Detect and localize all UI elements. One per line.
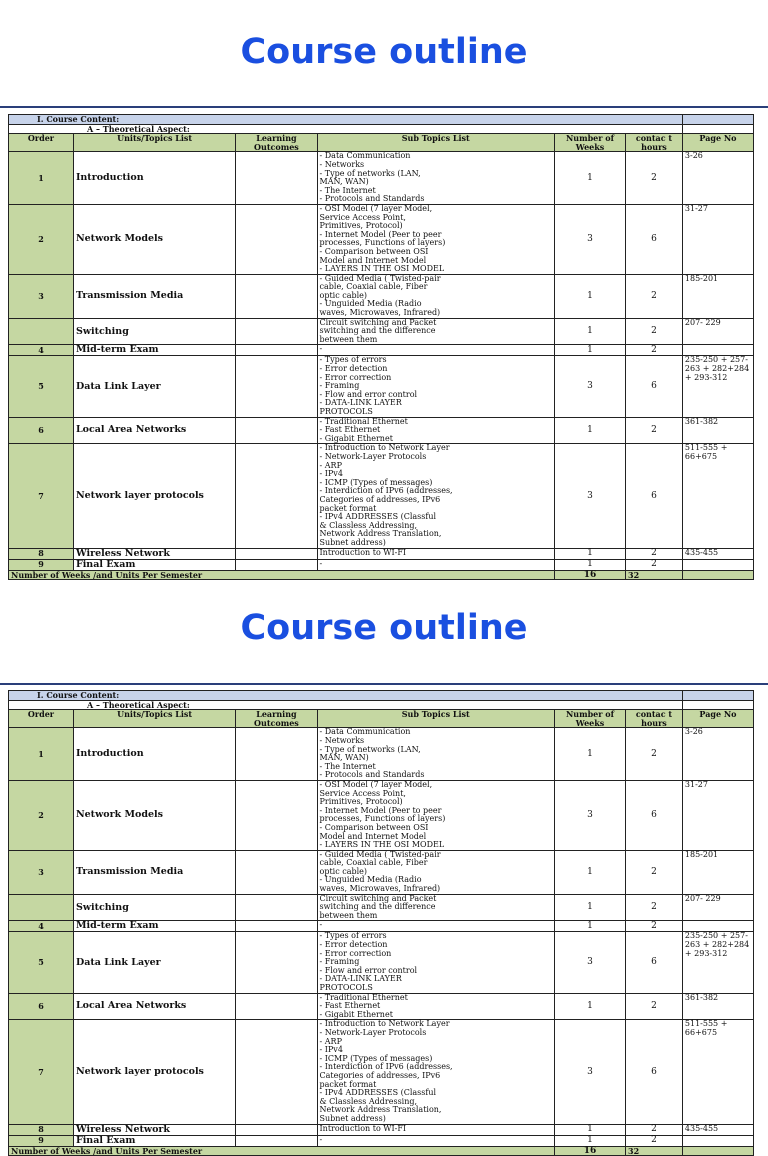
subtopic-line: Network Address Translation, <box>319 1105 442 1115</box>
row-weeks: 1 <box>555 894 626 921</box>
subtopic-line: - Interdiction of IPv6 (addresses, <box>319 1062 453 1072</box>
row-weeks: 1 <box>555 559 626 570</box>
subtopic-line: Model and Internet Model <box>319 831 427 841</box>
subtopic-line: - Guided Media ( Twisted-pair <box>319 273 441 283</box>
subtopic-line: - Error detection <box>319 940 388 950</box>
subtopic-line: - Introduction to Network Layer <box>319 443 450 453</box>
subtopic-line: Subnet address) <box>319 537 386 547</box>
subtopic-line: & Classless Addressing, <box>319 520 418 530</box>
row-learning-outcomes <box>236 1124 317 1135</box>
subtopic-line: Categories of addresses, IPv6 <box>319 494 441 504</box>
row-unit: Network Models <box>73 780 235 850</box>
row-weeks: 3 <box>555 356 626 417</box>
row-learning-outcomes <box>236 728 317 781</box>
row-order: 7 <box>9 1020 74 1124</box>
row-hours: 2 <box>626 894 683 921</box>
subtopic-line: processes, Functions of layers) <box>319 238 446 248</box>
subtopic-line: - ARP <box>319 1036 342 1046</box>
row-hours: 2 <box>626 559 683 570</box>
column-header-hours: contac t hours <box>626 710 683 728</box>
row-order: 5 <box>9 932 74 993</box>
subtopic-line: - Flow and error control <box>319 965 418 975</box>
table-row <box>9 356 754 417</box>
row-page: 185-201 <box>682 850 753 894</box>
row-page: 31-27 <box>682 780 753 850</box>
subtopic-line: - Gigabit Ethernet <box>319 1009 393 1019</box>
row-order: 3 <box>9 850 74 894</box>
table-row <box>9 559 754 570</box>
table-row <box>9 274 754 318</box>
row-subtopics <box>317 993 554 1020</box>
subtopic-line: Categories of addresses, IPv6 <box>319 1070 441 1080</box>
row-unit: Final Exam <box>73 1135 235 1146</box>
subtopic-line: - Interdiction of IPv6 (addresses, <box>319 486 453 496</box>
row-learning-outcomes <box>236 548 317 559</box>
subtopic-line: optic cable) <box>319 866 368 876</box>
row-unit: Introduction <box>73 728 235 781</box>
slide-title: Course outline <box>240 608 528 648</box>
slide-title: Course outline <box>240 32 528 72</box>
subtopic-line: - Gigabit Ethernet <box>319 433 393 443</box>
row-unit: Data Link Layer <box>73 932 235 993</box>
course-outline-table <box>8 690 754 1156</box>
row-unit: Mid-term Exam <box>73 345 235 356</box>
subtopic-line: - Error correction <box>319 948 392 958</box>
row-learning-outcomes <box>236 850 317 894</box>
subtopic-line: - Protocols and Standards <box>319 770 425 780</box>
subtopic-line: - LAYERS IN THE OSI MODEL <box>319 264 445 274</box>
row-page: 207- 229 <box>682 318 753 345</box>
subtopic-line: - Internet Model (Peer to peer <box>319 805 442 815</box>
column-header-hours: contac t hours <box>626 134 683 152</box>
row-unit: Switching <box>73 318 235 345</box>
subtopic-line: - Types of errors <box>319 355 387 365</box>
row-hours: 2 <box>626 850 683 894</box>
subtopic-line: - Fast Ethernet <box>319 425 381 435</box>
row-hours: 2 <box>626 1124 683 1135</box>
subtopic-line: - <box>319 920 323 930</box>
row-weeks: 3 <box>555 932 626 993</box>
row-unit: Wireless Network <box>73 1124 235 1135</box>
footer-row <box>9 1146 754 1156</box>
subtopic-line: Primitives, Protocol) <box>319 221 403 231</box>
row-learning-outcomes <box>236 1135 317 1146</box>
column-header-order: Order <box>9 710 74 728</box>
row-unit: Transmission Media <box>73 850 235 894</box>
subtopic-line: - OSI Model (7 layer Model, <box>319 779 433 789</box>
row-order: 8 <box>9 548 74 559</box>
row-learning-outcomes <box>236 921 317 932</box>
subtopic-line: - Introduction to Network Layer <box>319 1019 450 1029</box>
footer-label: Number of Weeks /and Units Per Semester <box>9 1146 555 1156</box>
row-page: 3-26 <box>682 728 753 781</box>
table-row <box>9 345 754 356</box>
row-subtopics <box>317 559 554 570</box>
row-order: 5 <box>9 356 74 417</box>
subtopic-line: - Type of networks (LAN, <box>319 744 421 754</box>
subtopic-line: Subnet address) <box>319 1113 386 1123</box>
row-hours: 2 <box>626 993 683 1020</box>
row-unit: Network layer protocols <box>73 1020 235 1124</box>
row-subtopics <box>317 728 554 781</box>
row-page: 207- 229 <box>682 894 753 921</box>
row-page: 361-382 <box>682 417 753 444</box>
row-order <box>9 318 74 345</box>
section-header-blank <box>682 691 753 701</box>
subtopic-line: - Networks <box>319 735 365 745</box>
subtopic-line: - OSI Model (7 layer Model, <box>319 203 433 213</box>
subtopic-line: switching and the difference <box>319 902 436 912</box>
row-order: 9 <box>9 1135 74 1146</box>
subtopic-line: - Networks <box>319 159 365 169</box>
subtopic-line: - IPv4 ADDRESSES (Classful <box>319 512 437 522</box>
row-order: 2 <box>9 204 74 274</box>
row-subtopics <box>317 345 554 356</box>
subtopic-line: packet format <box>319 503 377 513</box>
row-page <box>682 345 753 356</box>
subtopic-line: Introduction to WI-FI <box>319 1123 407 1133</box>
subtopic-line: optic cable) <box>319 290 368 300</box>
subtopic-line: MAN, WAN) <box>319 753 369 763</box>
row-learning-outcomes <box>236 932 317 993</box>
subtopic-line: - Unguided Media (Radio <box>319 875 422 885</box>
row-subtopics <box>317 1020 554 1124</box>
row-learning-outcomes <box>236 204 317 274</box>
table-row <box>9 850 754 894</box>
column-header-page: Page No <box>682 134 753 152</box>
row-hours: 6 <box>626 780 683 850</box>
section-title: I. Course Content: <box>9 691 683 701</box>
row-learning-outcomes <box>236 993 317 1020</box>
subtopic-line: cable, Coaxial cable, Fiber <box>319 282 428 292</box>
row-unit: Network Models <box>73 204 235 274</box>
row-page: 235-250 + 257-263 + 282+284 + 293-312 <box>682 356 753 417</box>
row-hours: 2 <box>626 152 683 205</box>
row-subtopics <box>317 921 554 932</box>
row-order: 7 <box>9 444 74 548</box>
row-subtopics <box>317 850 554 894</box>
row-order: 6 <box>9 417 74 444</box>
row-page: 435-455 <box>682 1124 753 1135</box>
subtopic-line: Model and Internet Model <box>319 255 427 265</box>
subtopic-line: - Error detection <box>319 364 388 374</box>
footer-weeks: 16 <box>555 1146 626 1156</box>
row-subtopics <box>317 152 554 205</box>
column-header-units: Units/Topics List <box>73 710 235 728</box>
section-header-row <box>9 115 754 125</box>
subtopic-line: - DATA-LINK LAYER <box>319 398 402 408</box>
row-learning-outcomes <box>236 274 317 318</box>
row-subtopics <box>317 318 554 345</box>
subtopic-line: PROTOCOLS <box>319 407 373 416</box>
row-page <box>682 921 753 932</box>
column-header-row <box>9 710 754 728</box>
footer-hours: 32 <box>626 1146 683 1156</box>
row-unit: Final Exam <box>73 559 235 570</box>
row-learning-outcomes <box>236 152 317 205</box>
table-row <box>9 932 754 993</box>
footer-label: Number of Weeks /and Units Per Semester <box>9 570 555 580</box>
subtopic-line: - <box>319 344 323 354</box>
row-order: 3 <box>9 274 74 318</box>
subtopic-line: - <box>319 558 323 568</box>
slide-2 <box>0 595 768 1156</box>
column-header-order: Order <box>9 134 74 152</box>
row-unit: Mid-term Exam <box>73 921 235 932</box>
row-hours: 2 <box>626 417 683 444</box>
column-header-learning: Learning Outcomes <box>236 710 317 728</box>
row-unit: Switching <box>73 894 235 921</box>
table-row <box>9 548 754 559</box>
table-row <box>9 780 754 850</box>
row-page <box>682 1135 753 1146</box>
row-hours: 2 <box>626 921 683 932</box>
subtopic-line: - The Internet <box>319 761 376 771</box>
table-row <box>9 894 754 921</box>
table-row <box>9 152 754 205</box>
subtopic-line: between them <box>319 334 378 344</box>
row-subtopics <box>317 1135 554 1146</box>
row-page: 511-555 + 66+675 <box>682 444 753 548</box>
table-body <box>9 115 754 580</box>
row-subtopics <box>317 417 554 444</box>
row-page: 361-382 <box>682 993 753 1020</box>
subtopic-line: - LAYERS IN THE OSI MODEL <box>319 840 445 850</box>
row-unit: Introduction <box>73 152 235 205</box>
row-hours: 6 <box>626 356 683 417</box>
footer-blank <box>682 570 753 580</box>
row-learning-outcomes <box>236 417 317 444</box>
row-weeks: 1 <box>555 417 626 444</box>
row-weeks: 1 <box>555 548 626 559</box>
subtopic-line: Circuit switching and Packet <box>319 893 437 903</box>
row-page: 435-455 <box>682 548 753 559</box>
title-rule <box>0 106 768 108</box>
subtopic-line: between them <box>319 910 378 920</box>
row-order: 1 <box>9 728 74 781</box>
row-subtopics <box>317 932 554 993</box>
subtopic-line: - IPv4 <box>319 1045 343 1055</box>
subtopic-line: - Types of errors <box>319 931 387 941</box>
subtopic-line: Circuit switching and Packet <box>319 317 437 327</box>
row-unit: Local Area Networks <box>73 993 235 1020</box>
footer-row <box>9 570 754 580</box>
row-subtopics <box>317 548 554 559</box>
subtopic-line: Network Address Translation, <box>319 529 442 539</box>
row-learning-outcomes <box>236 559 317 570</box>
section-header-blank <box>682 115 753 125</box>
subtopic-line: - Internet Model (Peer to peer <box>319 229 442 239</box>
row-subtopics <box>317 1124 554 1135</box>
row-hours: 2 <box>626 1135 683 1146</box>
table-body <box>9 691 754 1156</box>
row-unit: Data Link Layer <box>73 356 235 417</box>
row-page: 511-555 + 66+675 <box>682 1020 753 1124</box>
row-order: 4 <box>9 921 74 932</box>
subsection-title: A – Theoretical Aspect: <box>9 700 683 710</box>
subtopic-line: - ICMP (Types of messages) <box>319 1053 433 1063</box>
subtopic-line: - The Internet <box>319 185 376 195</box>
column-header-weeks: Number of Weeks <box>555 134 626 152</box>
row-hours: 2 <box>626 345 683 356</box>
table-row <box>9 1135 754 1146</box>
row-weeks: 3 <box>555 444 626 548</box>
subtopic-line: waves, Microwaves, Infrared) <box>319 884 441 894</box>
subtopic-line: Service Access Point, <box>319 212 406 222</box>
row-weeks: 1 <box>555 850 626 894</box>
row-page: 31-27 <box>682 204 753 274</box>
subtopic-line: switching and the difference <box>319 326 436 336</box>
subtopic-line: PROTOCOLS <box>319 983 373 992</box>
title-rule <box>0 683 768 685</box>
row-learning-outcomes <box>236 1020 317 1124</box>
row-weeks: 1 <box>555 152 626 205</box>
row-learning-outcomes <box>236 356 317 417</box>
row-hours: 6 <box>626 932 683 993</box>
row-order: 6 <box>9 993 74 1020</box>
row-weeks: 3 <box>555 780 626 850</box>
table-row <box>9 318 754 345</box>
footer-hours: 32 <box>626 570 683 580</box>
subtopic-line: - Network-Layer Protocols <box>319 451 427 461</box>
row-subtopics <box>317 780 554 850</box>
footer-blank <box>682 1146 753 1156</box>
row-subtopics <box>317 356 554 417</box>
table-row <box>9 417 754 444</box>
table-row <box>9 728 754 781</box>
column-header-row <box>9 134 754 152</box>
subtopic-line: - Data Communication <box>319 727 411 737</box>
row-unit: Wireless Network <box>73 548 235 559</box>
row-learning-outcomes <box>236 894 317 921</box>
row-learning-outcomes <box>236 444 317 548</box>
column-header-units: Units/Topics List <box>73 134 235 152</box>
column-header-subtopics: Sub Topics List <box>317 710 554 728</box>
row-order: 2 <box>9 780 74 850</box>
row-hours: 6 <box>626 444 683 548</box>
subtopic-line: - Fast Ethernet <box>319 1001 381 1011</box>
row-page: 3-26 <box>682 152 753 205</box>
row-page: 235-250 + 257-263 + 282+284 + 293-312 <box>682 932 753 993</box>
subtopic-line: - Comparison between OSI <box>319 822 429 832</box>
row-learning-outcomes <box>236 780 317 850</box>
row-order <box>9 894 74 921</box>
subtopic-line: - Unguided Media (Radio <box>319 299 422 309</box>
row-unit: Network layer protocols <box>73 444 235 548</box>
table-row <box>9 204 754 274</box>
row-order: 8 <box>9 1124 74 1135</box>
row-subtopics <box>317 204 554 274</box>
row-weeks: 1 <box>555 1124 626 1135</box>
subtopic-line: waves, Microwaves, Infrared) <box>319 308 441 318</box>
subtopic-line: - IPv4 ADDRESSES (Classful <box>319 1088 437 1098</box>
subsection-title: A – Theoretical Aspect: <box>9 124 683 134</box>
subtopic-line: - Protocols and Standards <box>319 194 425 204</box>
section-title: I. Course Content: <box>9 115 683 125</box>
row-subtopics <box>317 894 554 921</box>
row-order: 4 <box>9 345 74 356</box>
subtopic-line: - Guided Media ( Twisted-pair <box>319 849 441 859</box>
subtopic-line: - DATA-LINK LAYER <box>319 974 402 984</box>
row-subtopics <box>317 444 554 548</box>
row-hours: 6 <box>626 204 683 274</box>
subtopic-line: MAN, WAN) <box>319 177 369 187</box>
row-hours: 2 <box>626 318 683 345</box>
column-header-weeks: Number of Weeks <box>555 710 626 728</box>
subtopic-line: - Type of networks (LAN, <box>319 168 421 178</box>
subtopic-line: Introduction to WI-FI <box>319 547 407 557</box>
footer-weeks: 16 <box>555 570 626 580</box>
row-order: 1 <box>9 152 74 205</box>
table-row <box>9 921 754 932</box>
subtopic-line: - ARP <box>319 460 342 470</box>
subtopic-line: & Classless Addressing, <box>319 1096 418 1106</box>
subtopic-line: processes, Functions of layers) <box>319 814 446 824</box>
row-order: 9 <box>9 559 74 570</box>
section-header-row <box>9 691 754 701</box>
row-page: 185-201 <box>682 274 753 318</box>
table-row <box>9 1020 754 1124</box>
row-weeks: 3 <box>555 1020 626 1124</box>
subtopic-line: - Framing <box>319 957 360 967</box>
subtopic-line: - Comparison between OSI <box>319 246 429 256</box>
subtopic-line: - IPv4 <box>319 469 343 479</box>
subtopic-line: - Flow and error control <box>319 389 418 399</box>
subtopic-line: Service Access Point, <box>319 788 406 798</box>
column-header-learning: Learning Outcomes <box>236 134 317 152</box>
row-weeks: 3 <box>555 204 626 274</box>
row-hours: 6 <box>626 1020 683 1124</box>
table-row <box>9 993 754 1020</box>
column-header-page: Page No <box>682 710 753 728</box>
subtopic-line: - Traditional Ethernet <box>319 416 408 426</box>
row-weeks: 1 <box>555 1135 626 1146</box>
row-unit: Local Area Networks <box>73 417 235 444</box>
row-hours: 2 <box>626 728 683 781</box>
subtopic-line: - Error correction <box>319 372 392 382</box>
row-weeks: 1 <box>555 318 626 345</box>
row-hours: 2 <box>626 548 683 559</box>
row-weeks: 1 <box>555 993 626 1020</box>
subtopic-line: - Network-Layer Protocols <box>319 1027 427 1037</box>
subtopic-line: - Traditional Ethernet <box>319 992 408 1002</box>
row-learning-outcomes <box>236 345 317 356</box>
row-weeks: 1 <box>555 921 626 932</box>
row-hours: 2 <box>626 274 683 318</box>
row-learning-outcomes <box>236 318 317 345</box>
row-page <box>682 559 753 570</box>
subtopic-line: packet format <box>319 1079 377 1089</box>
row-subtopics <box>317 274 554 318</box>
subtopic-line: - Framing <box>319 381 360 391</box>
subtopic-line: - <box>319 1134 323 1144</box>
table-row <box>9 444 754 548</box>
subtopic-line: - ICMP (Types of messages) <box>319 477 433 487</box>
table-row <box>9 1124 754 1135</box>
subtopic-line: - Data Communication <box>319 151 411 161</box>
subtopic-line: Primitives, Protocol) <box>319 797 403 807</box>
row-unit: Transmission Media <box>73 274 235 318</box>
course-outline-table <box>8 114 754 580</box>
row-weeks: 1 <box>555 345 626 356</box>
column-header-subtopics: Sub Topics List <box>317 134 554 152</box>
subtopic-line: cable, Coaxial cable, Fiber <box>319 858 428 868</box>
row-weeks: 1 <box>555 274 626 318</box>
row-weeks: 1 <box>555 728 626 781</box>
